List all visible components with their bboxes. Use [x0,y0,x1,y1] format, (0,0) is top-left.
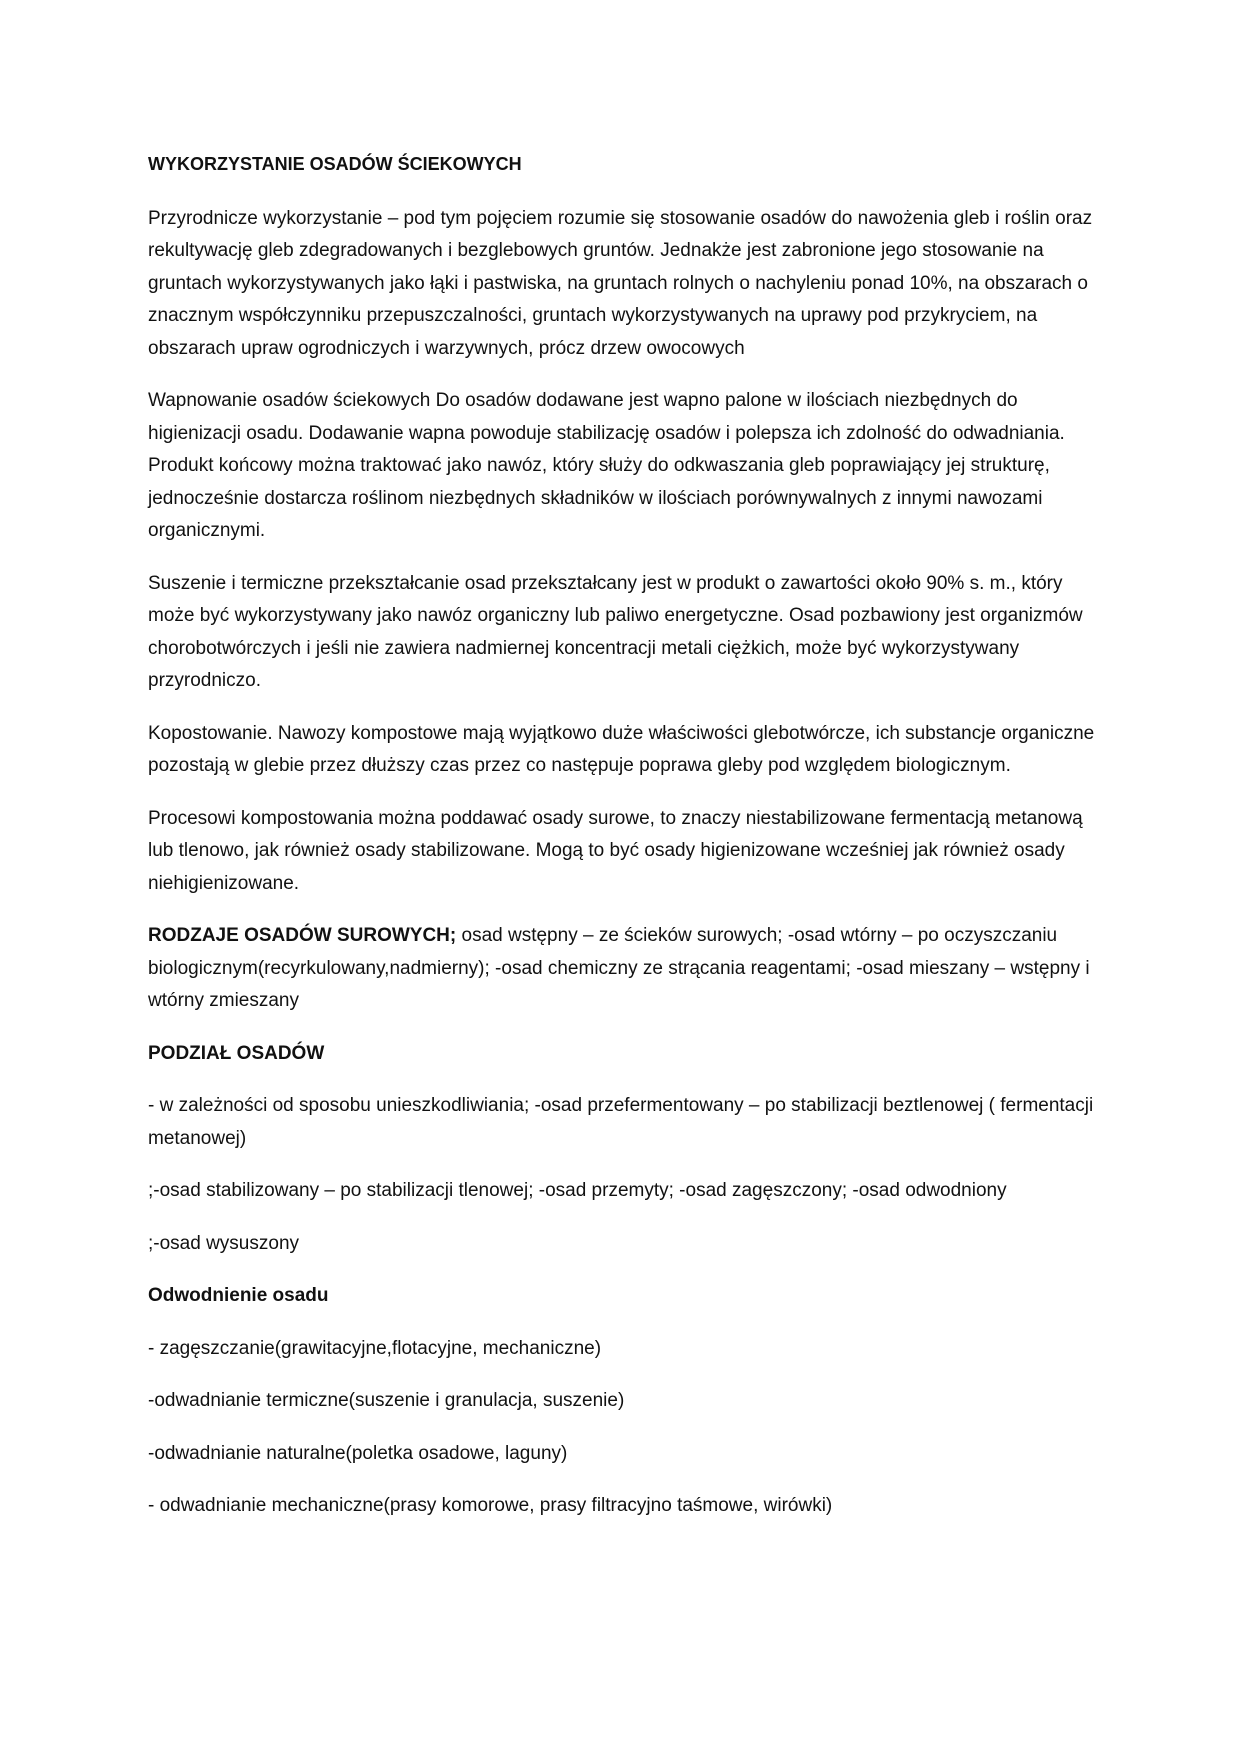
paragraph-kompostowanie: Kopostowanie. Nawozy kompostowe mają wyjątkowo duże właściwości glebotwórcze, ich substancje organiczne pozostają w glebie przez dłuższy czas przez co następuje poprawa gleby pod względem biologicznym. [148,722,1095,776]
podzial-line: ;-osad wysuszony [148,1232,300,1254]
odwodnienie-line: -odwadnianie naturalne(poletka osadowe, laguny) [148,1442,568,1464]
odwodnienie-line: -odwadnianie termiczne(suszenie i granulacja, suszenie) [148,1390,625,1411]
podzial-line: ;-osad stabilizowany – po stabilizacji tlenowej; -osad przemyty; -osad zagęszczony; -osad odwodniony [148,1180,1007,1201]
podzial-line: - w zależności od sposobu unieszkodliwiania; -osad przefermentowany – po stabilizacji beztlenowej ( fermentacji metanowej) [148,1095,1094,1149]
odwodnienie-line: - zagęszczanie(grawitacyjne,flotacyjne, mechaniczne) [148,1337,602,1359]
paragraph-procesowi: Procesowi kompostowania można poddawać osady surowe, to znaczy niestabilizowane fermentacją metanową lub tlenowo, jak również osady stabilizowane. Mogą to być osady higienizowane wcześniej jak również osady niehigienizowane. [148,807,1083,894]
document-page [148,148,1103,1543]
document-title: WYKORZYSTANIE OSADÓW ŚCIEKOWYCH [148,154,522,174]
rodzaje-heading: RODZAJE OSADÓW SUROWYCH; [148,925,457,946]
paragraph-wapnowanie: Wapnowanie osadów ściekowych Do osadów dodawane jest wapno palone w ilościach niezbędnych do higienizacji osadu. Dodawanie wapna powoduje stabilizację osadów i polepsza ich zdolność do odwadniania. Produkt końcowy można traktować jako nawóz, który służy do odkwaszania gleb poprawiający jej strukturę, jednocześnie dostarcza roślinom niezbędnych składników w ilościach porównywalnych z innymi nawozami organicznymi. [148,390,1065,541]
podzial-heading: PODZIAŁ OSADÓW [148,1042,325,1064]
paragraph-przyrodnicze: Przyrodnicze wykorzystanie – pod tym pojęciem rozumie się stosowanie osadów do nawożenia gleb i roślin oraz rekultywację gleb zdegradowanych i bezglebowych gruntów. Jednakże jest zabronione jego stosowanie na gruntach wykorzystywanych jako łąki i pastwiska, na gruntach rolnych o nachyleniu ponad 10%, na obszarach o znacznym współczynniku przepuszczalności, gruntach wykorzystywanych na uprawy pod przykryciem, na obszarach upraw ogrodniczych i warzywnych, prócz drzew owocowych [148,207,1093,359]
paragraph-suszenie: Suszenie i termiczne przekształcanie osad przekształcany jest w produkt o zawartości około 90% s. m., który może być wykorzystywany jako nawóz organiczny lub paliwo energetyczne. Osad pozbawiony jest organizmów chorobotwórczych i jeśli nie zawiera nadmiernej koncentracji metali ciężkich, może być wykorzystywany przyrodniczo. [148,572,1083,691]
odwodnienie-line: - odwadnianie mechaniczne(prasy komorowe, prasy filtracyjno taśmowe, wirówki) [148,1495,833,1516]
rodzaje-text: osad wstępny – ze ścieków surowych; -osad wtórny – po oczyszczaniu biologicznym(recyrkulowany,nadmierny); -osad chemiczny ze strącania reagentami; -osad mieszany – wstępny i wtórny zmieszany [148,925,1090,1011]
paragraph-rodzaje [148,920,1103,1018]
odwodnienie-heading: Odwodnienie osadu [148,1285,329,1306]
